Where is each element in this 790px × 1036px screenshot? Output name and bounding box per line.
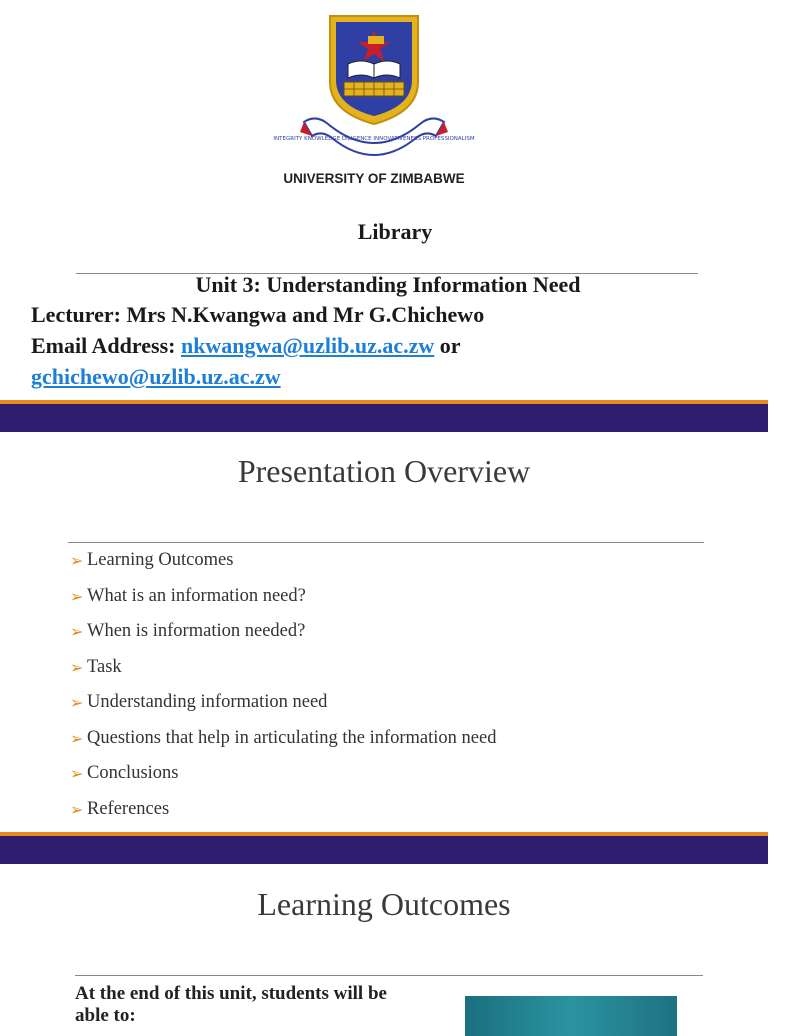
- outcomes-image: [465, 996, 677, 1036]
- university-crest-logo: [273, 12, 475, 164]
- slide-learning-outcomes: [0, 866, 768, 1024]
- outcomes-intro: At the end of this unit, students will be able to:: [75, 983, 387, 1026]
- overview-list: [70, 550, 496, 834]
- slide-overview: [0, 433, 768, 832]
- arrow-bullet-icon: ➢: [70, 624, 84, 641]
- email-link-1[interactable]: nkwangwa@uzlib.uz.ac.zw: [180, 333, 435, 358]
- list-item: ➢ When is information needed?: [70, 621, 306, 641]
- overview-title: Presentation Overview: [237, 453, 531, 489]
- list-item: ➢ Task: [70, 656, 122, 677]
- arrow-bullet-icon: ➢: [70, 588, 84, 606]
- university-name: UNIVERSITY OF ZIMBABWE: [283, 171, 465, 186]
- slide-separator-bar: [0, 400, 768, 432]
- unit-title: Unit 3: Understanding Information Need: [195, 272, 581, 297]
- list-item: ➢ References: [70, 798, 170, 819]
- email-line: [31, 333, 461, 359]
- email-or: or: [434, 333, 461, 358]
- list-item: ➢ Conclusions: [70, 763, 179, 783]
- arrow-bullet-icon: ➢: [70, 695, 84, 712]
- library-title: Library: [357, 219, 433, 244]
- arrow-bullet-icon: ➢: [70, 730, 84, 748]
- divider: [68, 542, 704, 543]
- arrow-bullet-icon: ➢: [70, 801, 84, 819]
- email-label: Email Address:: [31, 333, 181, 358]
- list-item: ➢ Understanding information need: [70, 692, 328, 712]
- slide-separator-bar: [0, 832, 768, 864]
- slide-title: [0, 0, 768, 400]
- email-link-2[interactable]: gchichewo@uzlib.uz.ac.zw: [31, 364, 281, 389]
- outcomes-title: Learning Outcomes: [257, 886, 511, 922]
- arrow-bullet-icon: ➢: [70, 553, 84, 570]
- list-item: ➢ What is an information need?: [70, 585, 306, 606]
- divider: [75, 975, 703, 976]
- motto-text: INTEGRITY KNOWLEDGE DILIGENCE INNOVATIVENESS PROFESSIONALISM: [273, 136, 475, 142]
- lecturer-line: Lecturer: Mrs N.Kwangwa and Mr G.Chichewo: [31, 302, 485, 327]
- email-line-2: [31, 364, 281, 390]
- list-item: ➢ Learning Outcomes: [70, 550, 234, 570]
- arrow-bullet-icon: ➢: [70, 766, 84, 783]
- list-item: ➢ Questions that help in articulating the information need: [70, 727, 497, 748]
- arrow-bullet-icon: ➢: [70, 659, 84, 677]
